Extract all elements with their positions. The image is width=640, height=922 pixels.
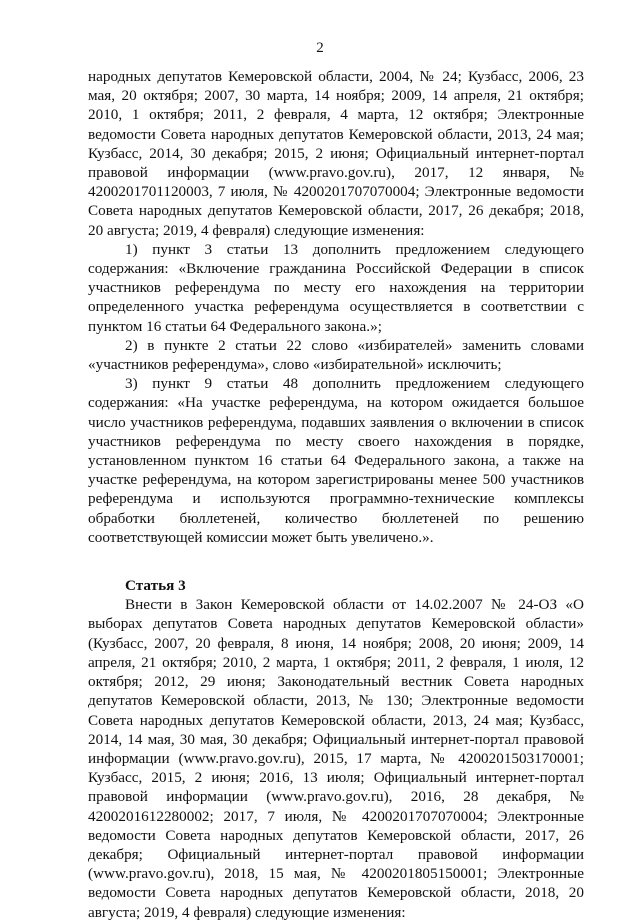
amendment-item-3: 3) пункт 9 статьи 48 дополнить предложением следующего содержания: «На участке референдума, на котором ожидается большое число участников референдума, подавших заявления о включении в список участников референдума по месту своего нахождения в порядке, установленном пунктом 16 статьи 64 Федерального закона, а также на участке референдума, на котором зарегистрированы менее 500 участников референдума и используются программно-технические комплексы обработки бюллетеней, количество бюллетеней по решению соответствующей комиссии может быть увеличено.». [88,375,584,546]
amendment-item-2: 2) в пункте 2 статьи 22 слово «избирателей» заменить словами «участников референдума», слово «избирательной» исключить; [88,336,584,374]
amendment-item-1: 1) пункт 3 статьи 13 дополнить предложением следующего содержания: «Включение гражданина Российской Федерации в список участников референдума по месту его нахождения на территории определенного участка референдума осуществляется в соответствии с пунктом 16 статьи 64 Федерального закона.»; [88,240,584,335]
document-body [88,67,584,922]
article-3-body: Внести в Закон Кемеровской области от 14.02.2007 № 24-ОЗ «О выборах депутатов Совета народных депутатов Кемеровской области» (Кузбасс, 2007, 20 февраля, 8 июня, 14 ноября; 2008, 20 июня; 2009, 14 апреля, 21 октября; 2010, 2 марта, 1 октября; 2011, 2 февраля, 1 июля, 12 октября; 2012, 29 июня; Законодательный вестник Совета народных депутатов Кемеровской области, 2013, № 130; Электронные ведомости Совета народных депутатов Кемеровской области, 2013, 24 мая; Кузбасс, 2014, 14 мая, 30 мая, 30 декабря; Официальный интернет-портал правовой информации (www.pravo.gov.ru), 2015, 17 марта, № 4200201503170001; Кузбасс, 2015, 2 июня; 2016, 13 июля; Официальный интернет-портал правовой информации (www.pravo.gov.ru), 2016, 28 декабря, № 4200201612280002; 2017, 7 июля, № 4200201707070004; Электронные ведомости Совета народных депутатов Кемеровской области, 2017, 26 декабря; Официальный интернет-портал правовой информации (www.pravo.gov.ru), 2018, 15 мая, № 4200201805150001; Электронные ведомости Совета народных депутатов Кемеровской области, 2018, 20 августа; 2019, 4 февраля) следующие изменения: [88,596,584,921]
page-number: 2 [316,40,324,56]
continuation-paragraph: народных депутатов Кемеровской области, 2004, № 24; Кузбасс, 2006, 23 мая, 20 октября; 2007, 30 марта, 14 ноября; 2009, 14 апреля, 21 октября; 2010, 1 октября; 2011, 2 февраля, 4 марта, 12 октября; Электронные ведомости Совета народных депутатов Кемеровской области, 2013, 24 мая; Кузбасс, 2014, 30 декабря; 2015, 2 июня; Официальный интернет-портал правовой информации (www.pravo.gov.ru), 2017, 12 января, № 4200201701120003, 7 июля, № 4200201707070004; Электронные ведомости Совета народных депутатов Кемеровской области, 2017, 26 декабря; 2018, 20 августа; 2019, 4 февраля) следующие изменения: [88,68,584,239]
article-3-heading: Статья 3 [125,577,186,595]
